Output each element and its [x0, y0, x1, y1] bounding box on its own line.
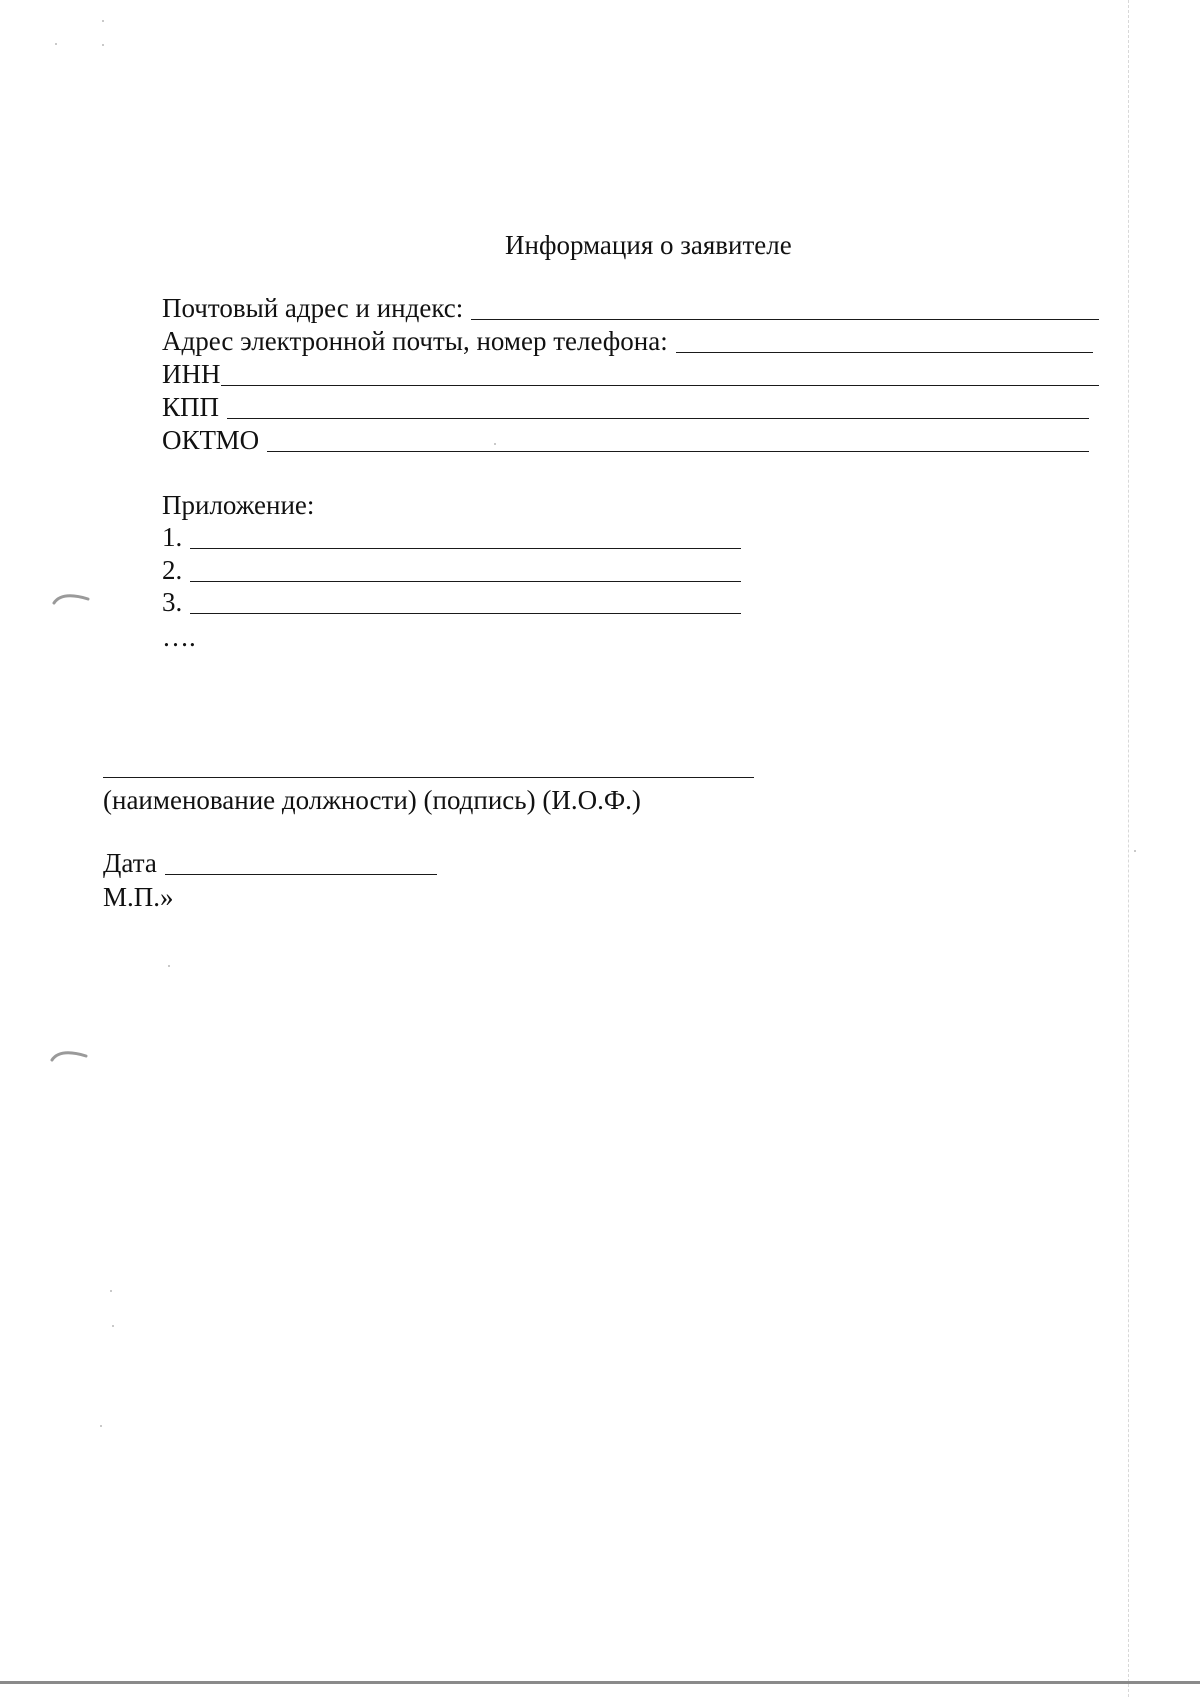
inn-blank-line	[221, 385, 1100, 386]
punch-hole-mark	[52, 589, 90, 605]
scan-speck	[55, 43, 57, 45]
attachment-item-3-blank-line	[190, 613, 741, 614]
oktmo-blank-line	[267, 451, 1089, 452]
kpp-field	[162, 390, 1089, 424]
scan-speck	[168, 965, 170, 967]
date-label: Дата	[103, 848, 157, 878]
date-field	[103, 846, 437, 880]
attachment-item-3	[162, 585, 741, 619]
email-phone-field	[162, 324, 1093, 358]
page-edge-shadow	[1128, 0, 1129, 1697]
attachment-item-2	[162, 553, 741, 587]
scan-speck	[102, 20, 104, 22]
signature-caption: (наименование должности) (подпись) (И.О.Ф.)	[103, 785, 641, 815]
document-title: Информация о заявителе	[505, 230, 792, 260]
scan-speck	[112, 1325, 114, 1327]
kpp-label: КПП	[162, 392, 220, 422]
date-blank-line	[165, 874, 437, 875]
scan-speck	[494, 443, 496, 445]
postal-address-blank-line	[471, 319, 1099, 320]
email-phone-blank-line	[676, 352, 1093, 353]
scan-speck	[1134, 850, 1136, 852]
signature-blank-line	[103, 777, 754, 778]
punch-hole-mark	[50, 1046, 88, 1062]
attachments-heading: Приложение:	[162, 490, 315, 520]
kpp-blank-line	[227, 418, 1089, 419]
attachment-item-1	[162, 520, 741, 554]
inn-label: ИНН	[162, 359, 221, 389]
attachments-ellipsis: ….	[162, 622, 196, 652]
oktmo-label: ОКТМО	[162, 425, 260, 455]
attachment-item-1-blank-line	[190, 548, 741, 549]
scan-speck	[110, 1290, 112, 1292]
email-phone-label: Адрес электронной почты, номер телефона:	[162, 326, 668, 356]
scan-bottom-edge	[0, 1681, 1200, 1684]
postal-address-label: Почтовый адрес и индекс:	[162, 293, 464, 323]
attachment-item-2-number: 2.	[162, 555, 183, 585]
postal-address-field	[162, 291, 1099, 325]
oktmo-field	[162, 423, 1089, 457]
attachment-item-3-number: 3.	[162, 587, 183, 617]
scan-speck	[102, 44, 104, 46]
stamp-label: М.П.»	[103, 882, 174, 912]
attachment-item-2-blank-line	[190, 581, 741, 582]
inn-field	[162, 357, 1099, 391]
scan-speck	[100, 1425, 102, 1427]
attachment-item-1-number: 1.	[162, 522, 183, 552]
